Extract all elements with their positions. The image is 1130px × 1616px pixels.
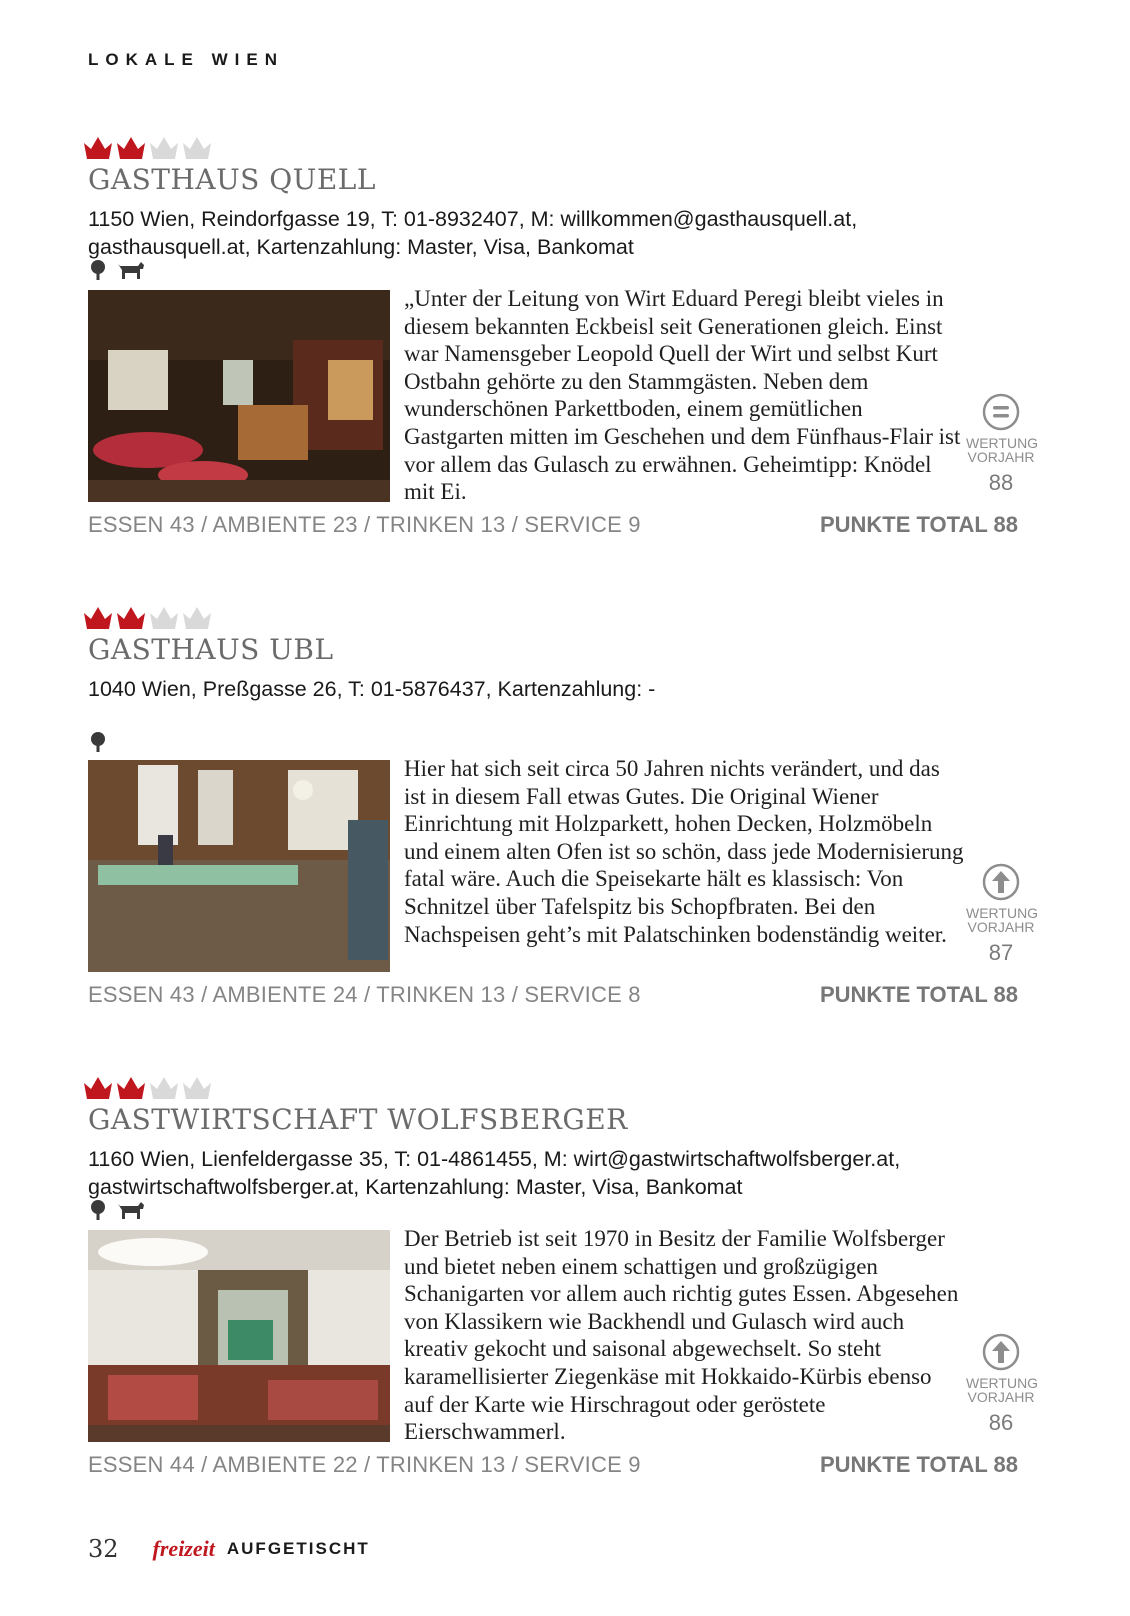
- previous-score: 88: [988, 470, 1014, 495]
- crown-icon-active: [115, 1075, 147, 1101]
- restaurant-address: [88, 1145, 1018, 1201]
- restaurant-name: GASTHAUS UBL: [88, 633, 334, 666]
- address-line: 1040 Wien, Preßgasse 26, T: 01-5876437, Kartenzahlung: -: [88, 677, 656, 701]
- score-breakdown: ESSEN 44 / AMBIENTE 22 / TRINKEN 13 / SERVICE 9: [88, 1452, 641, 1477]
- crown-icon-active: [82, 1075, 114, 1101]
- restaurant-photo: [88, 1230, 390, 1442]
- restaurant-address: [88, 205, 1018, 261]
- trend-label: WERTUNG: [966, 905, 1039, 921]
- crown-icon-inactive: [181, 605, 213, 631]
- arrow-up-icon: [981, 1332, 1021, 1372]
- score-breakdown: ESSEN 43 / AMBIENTE 23 / TRINKEN 13 / SERVICE 9: [88, 512, 641, 537]
- dog-icon: [117, 1199, 145, 1221]
- crown-rating: [82, 135, 214, 165]
- restaurant-description: Hier hat sich seit circa 50 Jahren nichts verändert, und das ist in diesem Fall etwas Gutes. Die Original Wiener Einrichtung mit Holzparkett, hohen Decken, Holzmöbeln und einem alten Ofen ist so schön, dass jede Modernisierung fatal wäre. Auch die Speisekarte hält es klassisch: Von Schnitzel über Tafelspitz bis Schopfbraten. Bei den Nachspeisen geht’s mit Palatschinken bodenständig weiter.: [404, 756, 964, 947]
- previous-rating: [966, 862, 1039, 966]
- dog-icon: [117, 259, 145, 281]
- address-line: gasthausquell.at, Kartenzahlung: Master, Visa, Bankomat: [88, 235, 634, 259]
- feature-icons: [88, 1199, 150, 1221]
- magazine-title: AUFGETISCHT: [226, 1539, 370, 1558]
- restaurant-photo: [88, 760, 390, 972]
- restaurant-entry: [88, 135, 1039, 565]
- brand-logo: freizeit: [152, 1536, 215, 1561]
- page-footer: [88, 1535, 370, 1565]
- address-line: gastwirtschaftwolfsberger.at, Kartenzahlung: Master, Visa, Bankomat: [88, 1175, 743, 1199]
- crown-rating: [82, 1075, 214, 1105]
- previous-rating: [966, 1332, 1039, 1436]
- restaurant-entry: [88, 605, 1039, 1035]
- restaurant-entry: [88, 1075, 1039, 1505]
- previous-score: 87: [988, 940, 1014, 965]
- tree-icon: [88, 259, 108, 281]
- address-line: 1150 Wien, Reindorfgasse 19, T: 01-8932407, M: willkommen@gasthausquell.at,: [88, 207, 858, 231]
- score-breakdown: ESSEN 43 / AMBIENTE 24 / TRINKEN 13 / SERVICE 8: [88, 982, 641, 1007]
- crown-icon-active: [115, 605, 147, 631]
- total-score: PUNKTE TOTAL 88: [819, 512, 1018, 537]
- crown-icon-inactive: [148, 1075, 180, 1101]
- crown-icon-inactive: [181, 1075, 213, 1101]
- total-score: PUNKTE TOTAL 88: [819, 982, 1018, 1007]
- crown-icon-active: [82, 135, 114, 161]
- crown-icon-inactive: [181, 135, 213, 161]
- previous-rating: [966, 392, 1039, 496]
- crown-icon-active: [115, 135, 147, 161]
- restaurant-photo: [88, 290, 390, 502]
- restaurant-name: GASTWIRTSCHAFT WOLFSBERGER: [88, 1103, 628, 1136]
- feature-icons: [88, 731, 113, 753]
- crown-icon-inactive: [148, 605, 180, 631]
- restaurant-description: Der Betrieb ist seit 1970 in Besitz der Familie Wolfsberger und bietet neben einem schattigen und großzügigen Schanigarten vor allem auch richtig gutes Essen. Abgesehen von Klassikern wie Backhendl und Gulasch wird auch kreativ gekocht und saisonal abgewechselt. So steht karamellisierter Ziegenkäse mit Hokkaido-Kürbis ebenso auf der Karte wie Hirschragout oder geröstete Eierschwammerl.: [404, 1226, 959, 1445]
- restaurant-description: „Unter der Leitung von Wirt Eduard Peregi bleibt vieles in diesem bekannten Eckbeisl seit Generationen gleich. Einst war Namensgeber Leopold Quell der Wirt und selbst Kurt Ostbahn gehörte zu den Stammgästen. Neben dem wunderschönen Parkettboden, einem gemütlichen Gastgarten mitten im Geschehen und dem Fünfhaus-Flair ist vor allem das Gulasch zu erwähnen. Geheimtipp: Knödel mit Ei.: [404, 286, 961, 505]
- trend-label: VORJAHR: [967, 1389, 1035, 1405]
- arrow-up-icon: [981, 862, 1021, 902]
- crown-rating: [82, 605, 214, 635]
- section-title: LOKALE WIEN: [88, 50, 284, 69]
- tree-icon: [88, 1199, 108, 1221]
- equal-icon: [981, 392, 1021, 432]
- crown-icon-active: [82, 605, 114, 631]
- restaurant-address: [88, 675, 1018, 703]
- tree-icon: [88, 731, 108, 753]
- page-number: 32: [88, 1535, 119, 1563]
- trend-label: VORJAHR: [967, 449, 1035, 465]
- previous-score: 86: [988, 1410, 1014, 1435]
- trend-label: WERTUNG: [966, 1375, 1039, 1391]
- total-score: PUNKTE TOTAL 88: [819, 1452, 1018, 1477]
- address-line: 1160 Wien, Lienfeldergasse 35, T: 01-4861455, M: wirt@gastwirtschaftwolfsberger.at,: [88, 1147, 901, 1171]
- restaurant-name: GASTHAUS QUELL: [88, 163, 376, 196]
- trend-label: VORJAHR: [967, 919, 1035, 935]
- crown-icon-inactive: [148, 135, 180, 161]
- trend-label: WERTUNG: [966, 435, 1039, 451]
- feature-icons: [88, 259, 150, 281]
